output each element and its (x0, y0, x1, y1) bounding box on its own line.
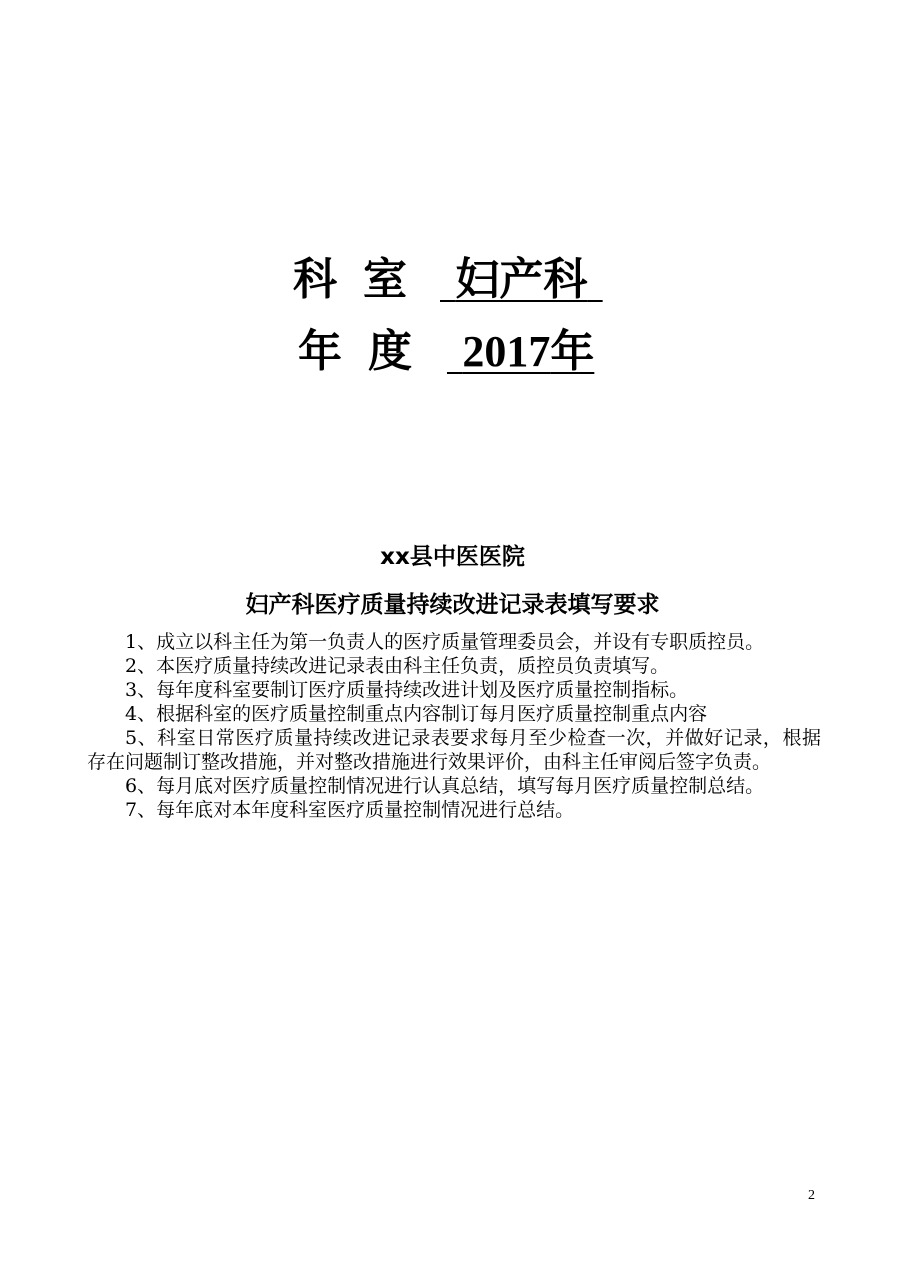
requirement-item: 4、根据科室的医疗质量控制重点内容制订每月医疗质量控制重点内容 (125, 703, 708, 725)
requirements-title: 妇产科医疗质量持续改进记录表填写要求 (245, 592, 660, 618)
requirement-item: 2、本医疗质量持续改进记录表由科主任负责，质控员负责填写。 (125, 655, 670, 677)
requirement-item: 1、成立以科主任为第一负责人的医疗质量管理委员会，并设有专职质控员。 (125, 631, 765, 653)
department-name: 妇产科 (455, 254, 588, 305)
hospital-name: xx县中医医院 (380, 544, 525, 570)
requirement-item: 7、每年底对本年度科室医疗质量控制情况进行总结。 (125, 799, 575, 821)
year-number: 2017 (462, 327, 551, 376)
page-number: 2 (808, 1188, 815, 1203)
year-suffix: 年 (550, 326, 595, 377)
requirements-list (87, 630, 821, 822)
year-label: 年度 (298, 326, 438, 377)
department-value (440, 250, 603, 310)
requirement-item: 3、每年度科室要制订医疗质量持续改进计划及医疗质量控制指标。 (125, 679, 689, 701)
year-value (447, 322, 594, 382)
requirement-item: 6、每月底对医疗质量控制情况进行认真总结，填写每月医疗质量控制总结。 (125, 775, 765, 797)
department-label: 科室 (293, 254, 433, 305)
requirement-item: 5、科室日常医疗质量持续改进记录表要求每月至少检查一次，并做好记录，根据存在问题制订整改措施，并对整改措施进行效果评价，由科主任审阅后签字负责。 (87, 727, 821, 773)
